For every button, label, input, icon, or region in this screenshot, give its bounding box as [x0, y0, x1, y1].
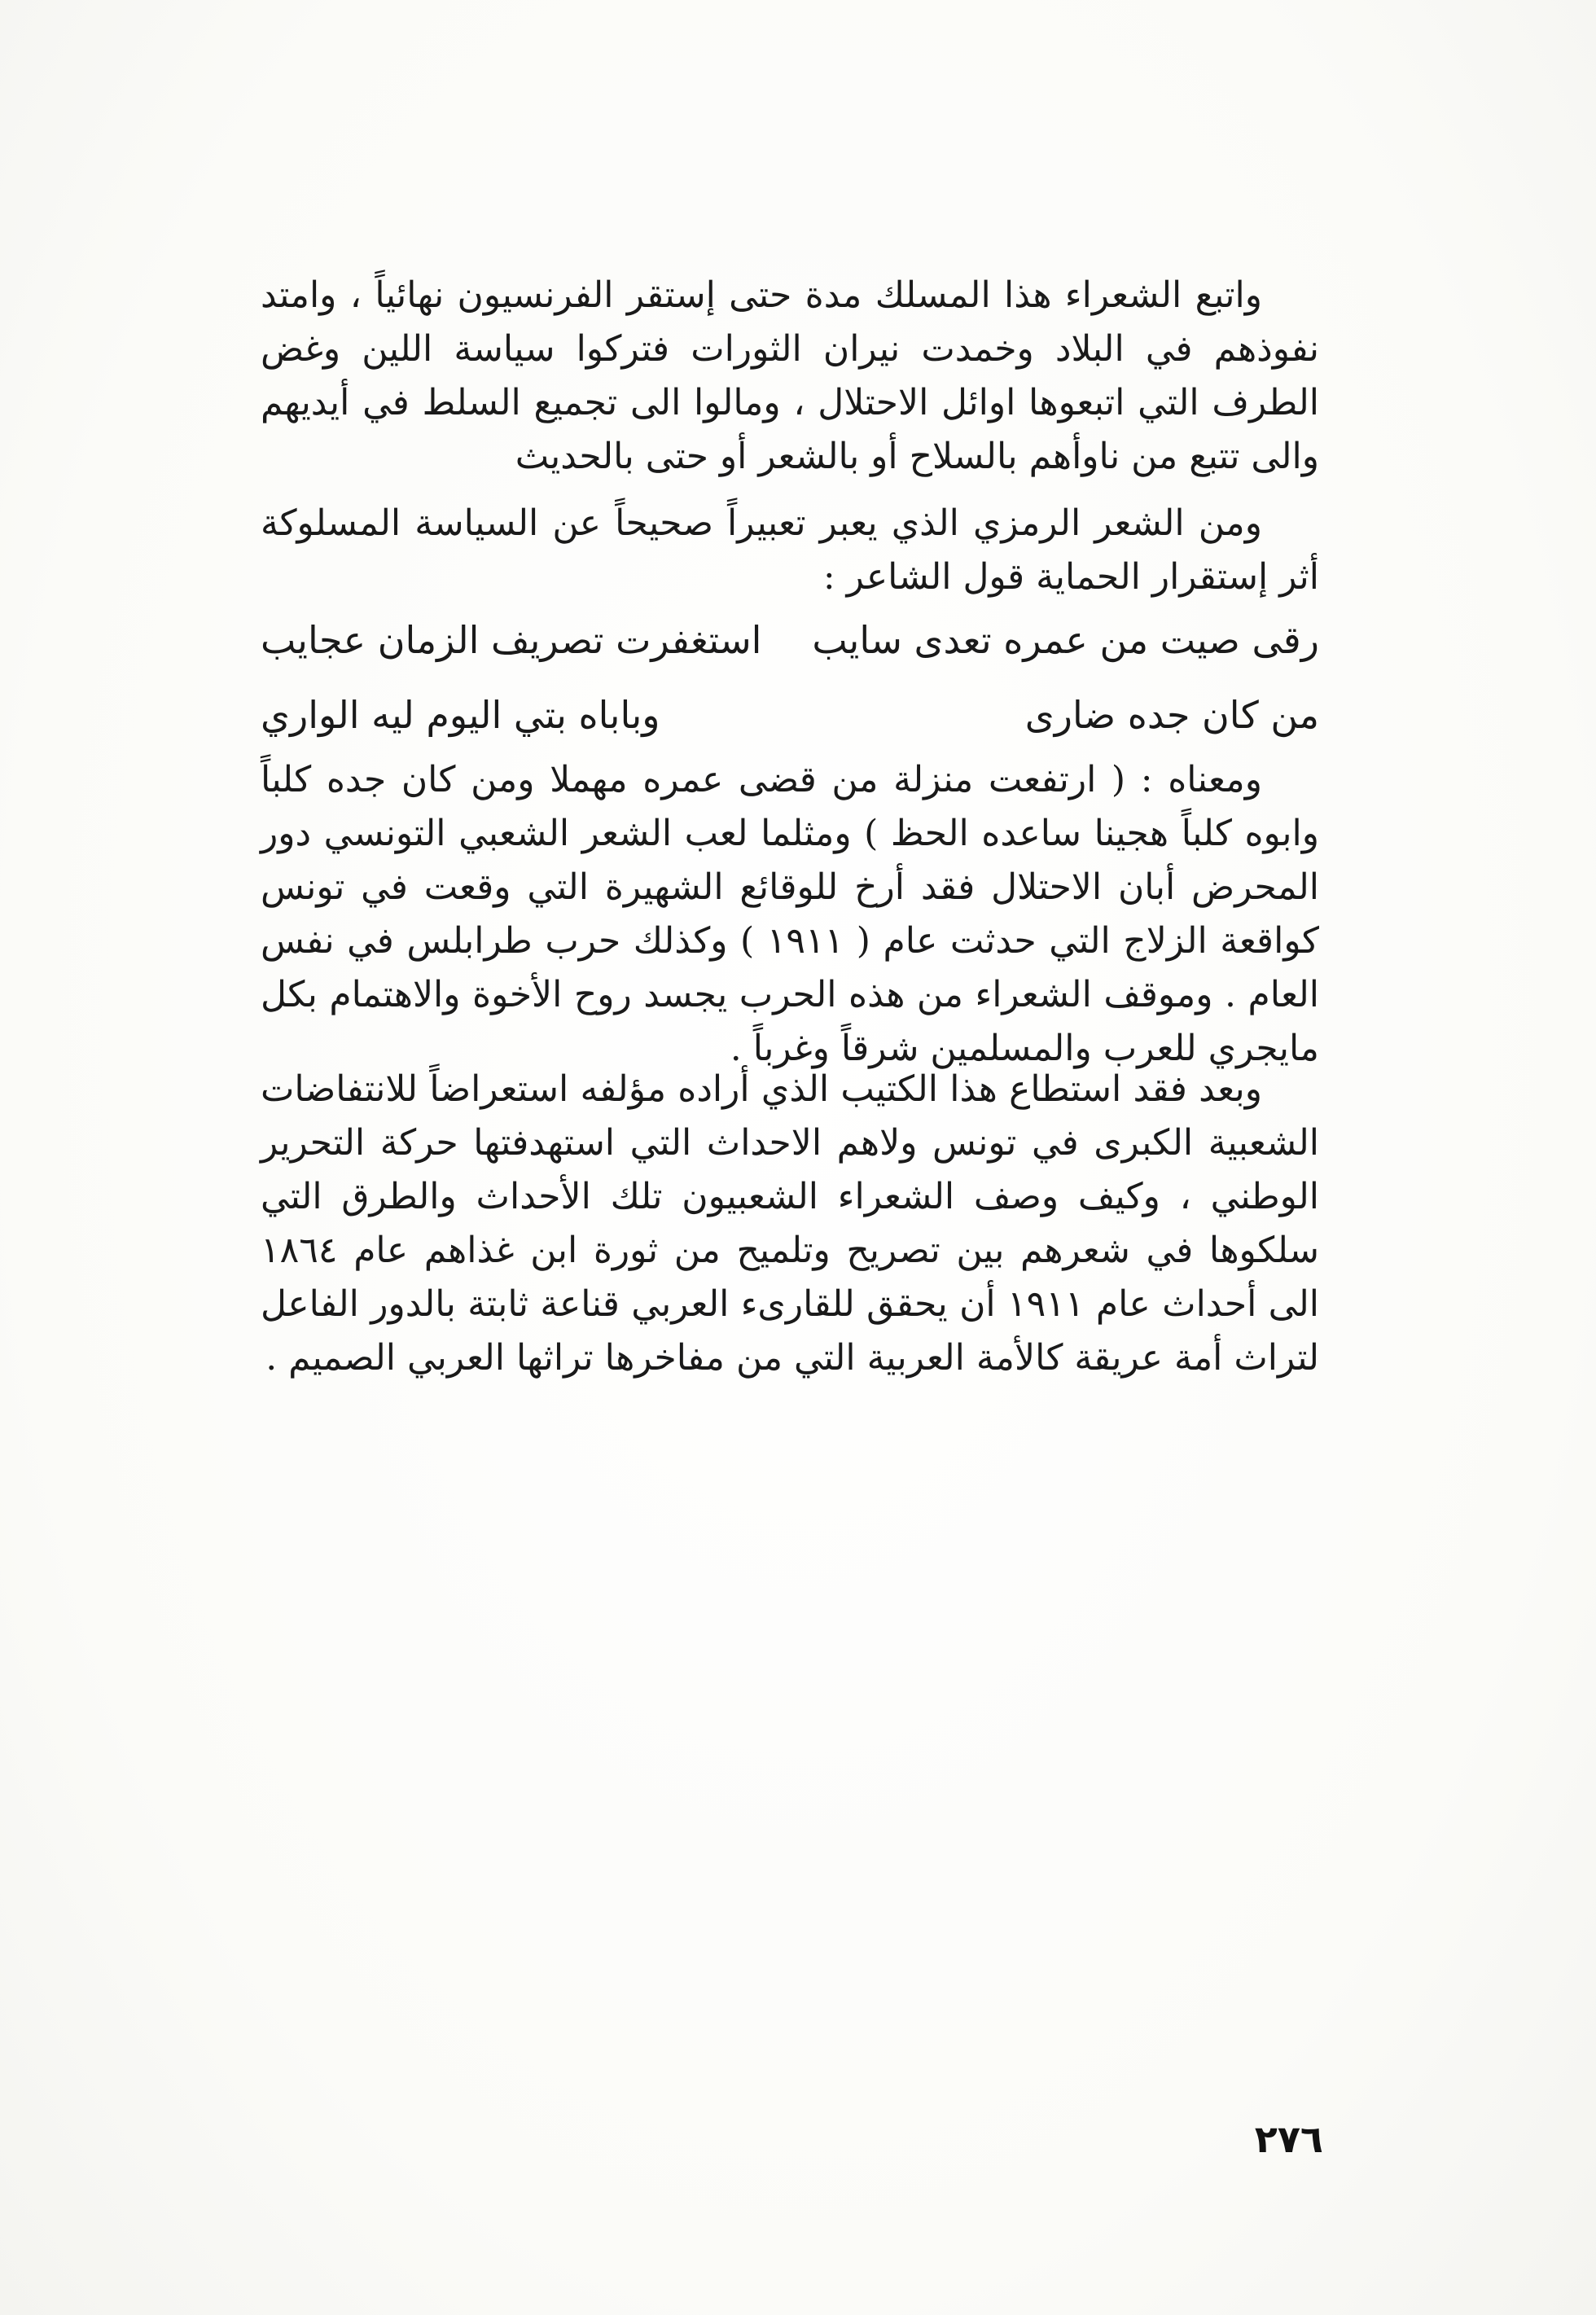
paragraph-3-text: ومعناه : ( ارتفعت منزلة من قضى عمره مهملا ومن كان جده كلباً وابوه كلباً هجينا ساعده الحظ ) ومثلما لعب الشعر الشعبي التونسي دور المحرض أبان الاحتلال فقد أرخ للوقائع الشهيرة التي وقعت في تونس كواقعة الزلاج التي حدثت عام ( ١٩١١ ) وكذلك حرب طرابلس في نفس العام . وموقف الشعراء من هذه الحرب يجسد روح الأخوة والاهتمام بكل مايجري للعرب والمسلمين شرقاً وغرباً . — [261, 759, 1319, 1069]
poem-verse-2-second-half: وباباه بتي اليوم ليه الواري — [261, 693, 660, 737]
poem-verse-1-second-half: استغفرت تصريف الزمان عجايب — [261, 618, 762, 662]
poem-verse-2 — [261, 677, 1319, 752]
poem-verse-1-first-half: رقى صيت من عمره تعدى سايب — [812, 618, 1319, 662]
poem-verse-1 — [261, 603, 1319, 677]
paragraph-3 — [261, 753, 1319, 1076]
poem-block — [261, 603, 1319, 752]
paragraph-1-text: واتبع الشعراء هذا المسلك مدة حتى إستقر الفرنسيون نهائياً ، وامتد نفوذهم في البلاد وخمدت نيران الثورات فتركوا سياسة اللين وغض الطرف التي اتبعوها اوائل الاحتلال ، ومالوا الى تجميع السلط في أيديهم والى تتبع من ناوأهم بالسلاح أو بالشعر أو حتى بالحديث — [261, 274, 1319, 477]
paragraph-1 — [261, 269, 1319, 484]
paragraph-2-text: ومن الشعر الرمزي الذي يعبر تعبيراً صحيحاً عن السياسة المسلوكة أثر إستقرار الحماية قول الشاعر : — [261, 502, 1319, 598]
page-number: ٢٧٦ — [1254, 2117, 1323, 2161]
paragraph-4 — [261, 1063, 1319, 1385]
paragraph-4-text: وبعد فقد استطاع هذا الكتيب الذي أراده مؤلفه استعراضاً للانتفاضات الشعبية الكبرى في تونس ولاهم الاحداث التي استهدفتها حركة التحرير الوطني ، وكيف وصف الشعراء الشعبيون تلك الأحداث والطرق التي سلكوها في شعرهم بين تصريح وتلميح من ثورة ابن غذاهم عام ١٨٦٤ الى أحداث عام ١٩١١ أن يحقق للقارىء العربي قناعة ثابتة بالدور الفاعل لتراث أمة عريقة كالأمة العربية التي من مفاخرها تراثها العربي الصميم . — [261, 1068, 1319, 1379]
paragraph-2 — [261, 497, 1319, 604]
poem-verse-2-first-half: من كان جده ضارى — [1024, 693, 1319, 737]
